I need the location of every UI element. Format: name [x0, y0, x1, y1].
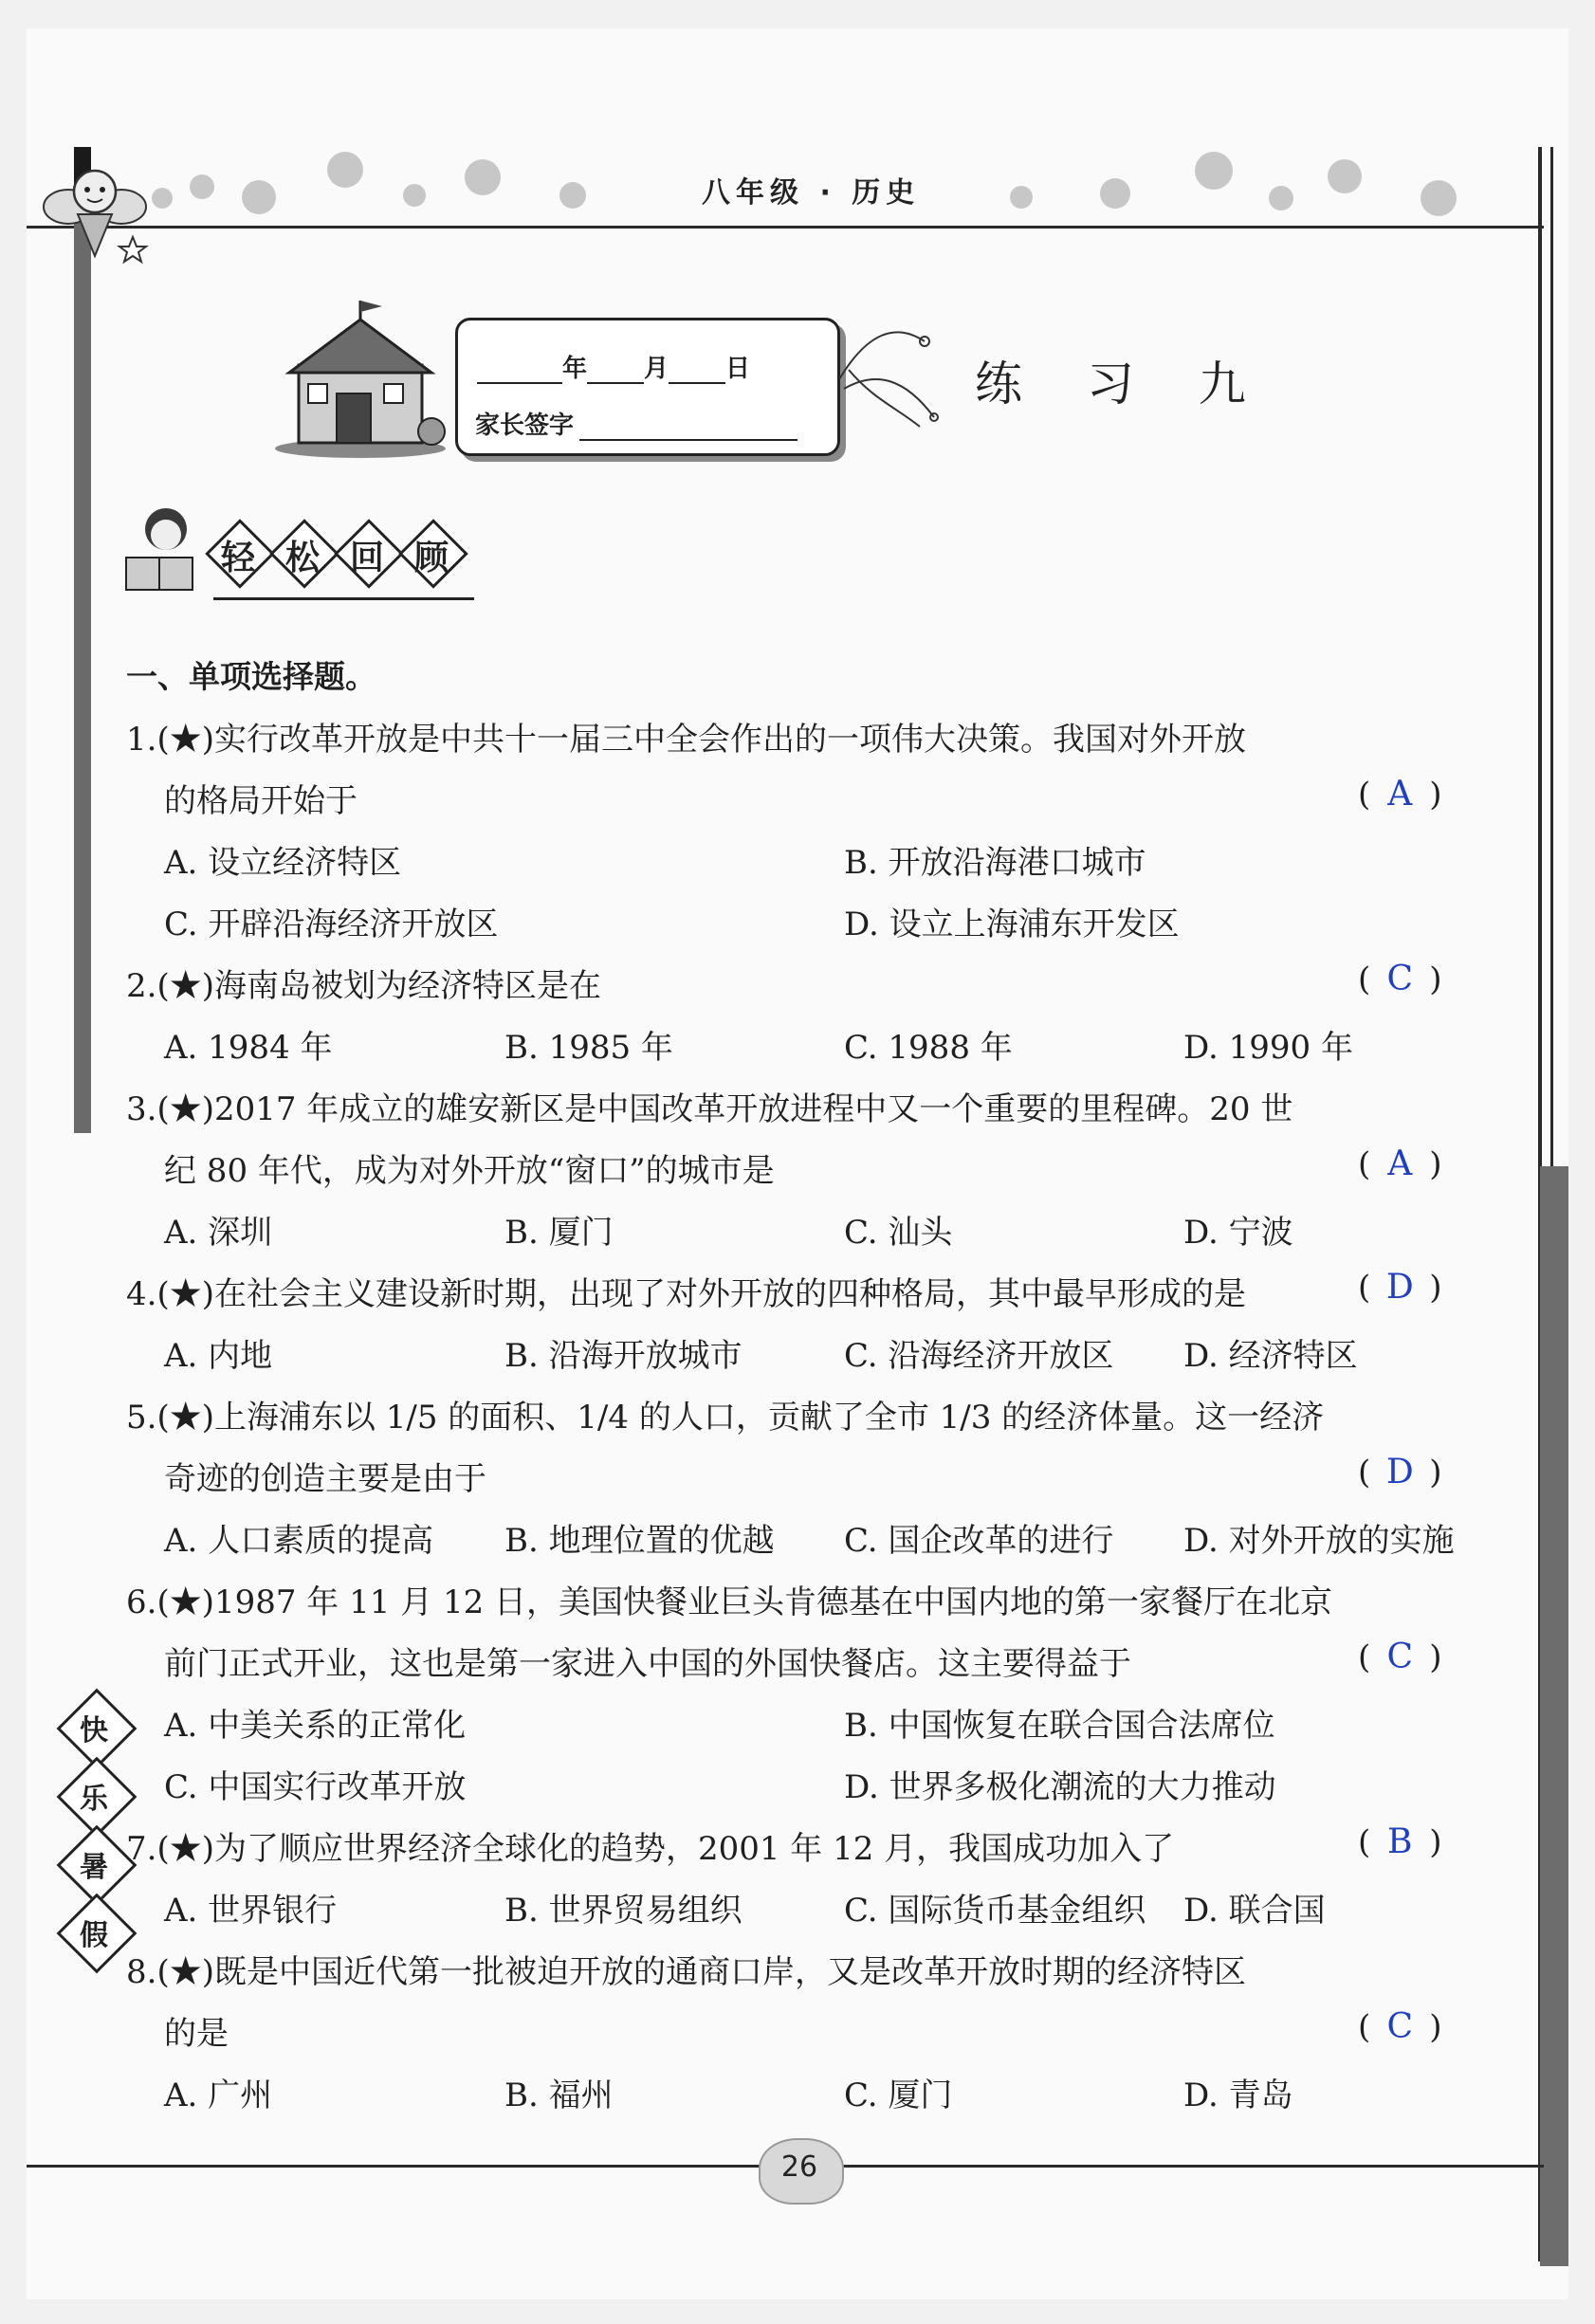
parent-signature-line: [475, 406, 798, 441]
answer-letter: A: [1387, 775, 1413, 814]
question-4-option-b: B. 沿海开放城市: [504, 1337, 742, 1375]
question-1-option-b: B. 开放沿海港口城市: [844, 844, 1146, 882]
question-5-option-b: B. 地理位置的优越: [504, 1522, 775, 1560]
question-8-line-1: 8.(★)既是中国近代第一批被迫开放的通商口岸，又是改革开放时期的经济特区: [126, 1953, 1246, 1991]
banner-char-1: 轻: [220, 539, 255, 577]
question-6-answer: ( C ): [1358, 1638, 1442, 1676]
question-3-option-a: A. 深圳: [164, 1214, 273, 1252]
question-7-option-b: B. 世界贸易组织: [504, 1892, 742, 1930]
question-3-line-2: 纪 80 年代，成为对外开放“窗口”的城市是: [164, 1152, 775, 1190]
page-number: 26: [780, 2150, 818, 2184]
question-8-option-b: B. 福州: [504, 2077, 614, 2114]
answer-letter: D: [1385, 1268, 1414, 1307]
header-dot: [1100, 178, 1130, 209]
month-label: 月: [644, 355, 669, 383]
question-8-line-2: 的是: [164, 2015, 229, 2053]
question-8-option-a: A. 广州: [164, 2077, 273, 2114]
question-2-option-a: A. 1984 年: [164, 1029, 333, 1067]
question-1-answer: ( A ): [1358, 775, 1442, 814]
left-margin-bar: [74, 147, 91, 1133]
reading-kid-icon: [119, 503, 204, 597]
parent-signature-label: 家长签字: [475, 412, 575, 440]
question-3-option-d: D. 宁波: [1183, 1214, 1293, 1252]
header-dot: [1328, 159, 1362, 193]
question-2-option-b: B. 1985 年: [504, 1029, 673, 1067]
question-7-line-1: 7.(★)为了顺应世界经济全球化的趋势，2001 年 12 月，我国成功加入了: [126, 1830, 1175, 1868]
question-7-answer: ( B ): [1358, 1822, 1442, 1861]
day-blank[interactable]: [669, 382, 725, 384]
question-1-option-a: A. 设立经济特区: [164, 844, 402, 882]
right-margin-tab: [1540, 1166, 1568, 2266]
date-signature-box: [455, 318, 840, 456]
answer-letter: D: [1385, 1453, 1414, 1491]
header-dot: [1195, 152, 1233, 190]
question-3-option-c: C. 汕头: [844, 1214, 953, 1252]
year-label: 年: [562, 355, 588, 383]
section-banner: [119, 503, 479, 607]
question-5-line-2: 奇迹的创造主要是由于: [164, 1460, 486, 1498]
question-6-option-d: D. 世界多极化潮流的大力推动: [844, 1768, 1276, 1806]
question-3-line-1: 3.(★)2017 年成立的雄安新区是中国改革开放进程中又一个重要的里程碑。20 世: [126, 1090, 1293, 1128]
side-tag-char-4: 假: [80, 1919, 108, 1952]
question-8-answer: ( C ): [1358, 2007, 1442, 2046]
header-dot: [465, 159, 501, 195]
question-6-option-c: C. 中国实行改革开放: [164, 1768, 467, 1806]
question-4-answer: ( D ): [1358, 1268, 1442, 1307]
question-6-option-b: B. 中国恢复在联合国合法席位: [844, 1707, 1275, 1745]
question-1-line-2: 的格局开始于: [164, 782, 358, 820]
question-8-option-c: C. 厦门: [844, 2077, 953, 2114]
question-5-option-a: A. 人口素质的提高: [164, 1522, 434, 1560]
banner-underline: [213, 597, 474, 600]
banner-char-2: 松: [284, 539, 320, 577]
side-tag-char-2: 乐: [80, 1783, 108, 1816]
question-2-option-d: D. 1990 年: [1183, 1029, 1353, 1067]
section-heading: 一、单项选择题。: [126, 658, 376, 695]
header-dot: [152, 188, 173, 209]
month-blank[interactable]: [587, 382, 644, 384]
question-8-option-d: D. 青岛: [1183, 2077, 1293, 2114]
header-dot: [190, 174, 214, 199]
practice-title: 练 习 九: [975, 357, 1271, 412]
question-7-option-c: C. 国际货币基金组织: [844, 1892, 1146, 1930]
question-5-option-d: D. 对外开放的实施: [1183, 1522, 1455, 1560]
question-5-answer: ( D ): [1358, 1453, 1442, 1491]
header-title: 八年级 · 历史: [702, 176, 921, 210]
question-1-option-d: D. 设立上海浦东开发区: [844, 906, 1180, 943]
question-3-option-b: B. 厦门: [504, 1214, 614, 1252]
answer-letter: A: [1387, 1144, 1413, 1183]
header-dot: [559, 182, 586, 209]
question-4-option-a: A. 内地: [164, 1337, 273, 1375]
question-5-line-1: 5.(★)上海浦东以 1/5 的面积、1/4 的人口，贡献了全市 1/3 的经济体量。这一经济: [126, 1399, 1325, 1436]
question-4-line-1: 4.(★)在社会主义建设新时期，出现了对外开放的四种格局，其中最早形成的是: [126, 1275, 1246, 1313]
question-5-option-c: C. 国企改革的进行: [844, 1522, 1114, 1560]
question-4-option-d: D. 经济特区: [1183, 1337, 1358, 1375]
question-1-line-1: 1.(★)实行改革开放是中共十一届三中全会作出的一项伟大决策。我国对外开放: [126, 721, 1246, 759]
question-4-option-c: C. 沿海经济开放区: [844, 1337, 1114, 1375]
header-dot: [242, 180, 276, 214]
header-rule: [27, 226, 1544, 229]
side-tag: [55, 1693, 131, 1977]
question-1-option-c: C. 开辟沿海经济开放区: [164, 906, 499, 943]
question-2-line-1: 2.(★)海南岛被划为经济特区是在: [126, 967, 601, 1005]
header-dot: [1421, 180, 1457, 216]
question-6-line-2: 前门正式开业，这也是第一家进入中国的外国快餐店。这主要得益于: [164, 1645, 1131, 1683]
question-2-answer: ( C ): [1358, 960, 1442, 998]
date-line: [477, 349, 750, 384]
banner-char-3: 回: [349, 539, 384, 577]
header-dot: [1269, 186, 1293, 210]
question-6-option-a: A. 中美关系的正常化: [164, 1707, 467, 1745]
parent-signature-blank[interactable]: [579, 439, 798, 441]
question-7-option-d: D. 联合国: [1183, 1892, 1326, 1930]
answer-letter: C: [1386, 2007, 1414, 2046]
header-dot: [403, 184, 426, 207]
school-house-icon: [270, 299, 450, 460]
header-dot: [327, 152, 363, 188]
side-tag-char-1: 快: [80, 1714, 108, 1748]
side-tag-char-3: 暑: [80, 1851, 108, 1884]
header-dot: [1010, 186, 1033, 209]
answer-letter: C: [1386, 960, 1414, 998]
question-6-line-1: 6.(★)1987 年 11 月 12 日，美国快餐业巨头肯德基在中国内地的第一家餐厅在北京: [126, 1583, 1333, 1621]
year-blank[interactable]: [477, 382, 562, 384]
day-label: 日: [725, 355, 751, 383]
answer-letter: B: [1387, 1822, 1413, 1861]
banner-char-4: 顾: [413, 539, 449, 577]
question-3-answer: ( A ): [1358, 1144, 1442, 1183]
answer-letter: C: [1386, 1638, 1414, 1676]
question-7-option-a: A. 世界银行: [164, 1892, 338, 1930]
decorative-swirl-icon: [830, 313, 944, 436]
question-2-option-c: C. 1988 年: [844, 1029, 1013, 1067]
fairy-mascot-icon: [38, 152, 152, 275]
